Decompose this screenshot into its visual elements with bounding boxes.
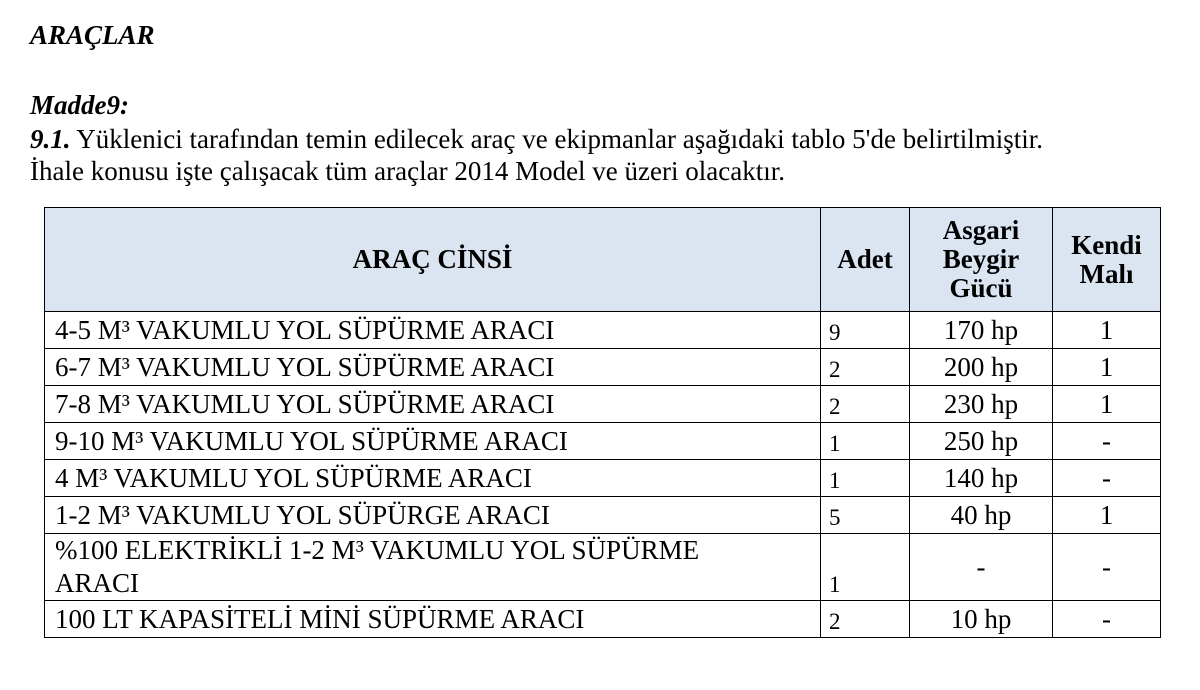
own-property-cell: -	[1053, 601, 1161, 638]
horsepower-cell: 10 hp	[910, 601, 1053, 638]
horsepower-cell: 170 hp	[910, 312, 1053, 349]
own-property-cell: 1	[1053, 497, 1161, 534]
horsepower-cell: 140 hp	[910, 460, 1053, 497]
count-cell: 5	[821, 497, 910, 534]
header-min-horsepower: Asgari Beygir Gücü	[910, 208, 1053, 312]
article-paragraph	[30, 123, 1190, 187]
vehicle-type-cell: 9-10 M³ VAKUMLU YOL SÜPÜRME ARACI	[45, 423, 821, 460]
vehicle-type-cell: 4-5 M³ VAKUMLU YOL SÜPÜRME ARACI	[45, 312, 821, 349]
header-own-property: Kendi Malı	[1053, 208, 1161, 312]
count-cell: 2	[821, 349, 910, 386]
table-header-row	[45, 208, 1161, 312]
count-cell: 2	[821, 601, 910, 638]
count-cell: 1	[821, 460, 910, 497]
horsepower-cell: 40 hp	[910, 497, 1053, 534]
count-cell: 1	[821, 534, 910, 601]
horsepower-cell: 230 hp	[910, 386, 1053, 423]
table-row	[45, 497, 1161, 534]
table-row	[45, 460, 1161, 497]
horsepower-cell: 250 hp	[910, 423, 1053, 460]
own-property-cell: 1	[1053, 349, 1161, 386]
vehicle-type-cell: 100 LT KAPASİTELİ MİNİ SÜPÜRME ARACI	[45, 601, 821, 638]
table-row	[45, 386, 1161, 423]
vehicle-table	[44, 207, 1161, 638]
vehicle-type-cell: 7-8 M³ VAKUMLU YOL SÜPÜRME ARACI	[45, 386, 821, 423]
table-row	[45, 534, 1161, 601]
own-property-cell: -	[1053, 460, 1161, 497]
clause-number: 9.1.	[30, 124, 71, 154]
horsepower-cell: 200 hp	[910, 349, 1053, 386]
own-property-cell: 1	[1053, 312, 1161, 349]
table-row	[45, 312, 1161, 349]
header-vehicle-type: ARAÇ CİNSİ	[45, 208, 821, 312]
vehicle-type-cell: 4 M³ VAKUMLU YOL SÜPÜRME ARACI	[45, 460, 821, 497]
article-heading: Madde9:	[30, 90, 129, 120]
header-count: Adet	[821, 208, 910, 312]
table-row	[45, 349, 1161, 386]
paragraph-line-1: Yüklenici tarafından temin edilecek araç ve ekipmanlar aşağıdaki tablo 5'de belirtilmiştir.	[70, 124, 1044, 154]
own-property-cell: 1	[1053, 386, 1161, 423]
own-property-cell: -	[1053, 423, 1161, 460]
count-cell: 2	[821, 386, 910, 423]
count-cell: 1	[821, 423, 910, 460]
paragraph-line-2: İhale konusu işte çalışacak tüm araçlar 2014 Model ve üzeri olacaktır.	[30, 156, 785, 186]
vehicle-type-cell: 6-7 M³ VAKUMLU YOL SÜPÜRME ARACI	[45, 349, 821, 386]
section-title: ARAÇLAR	[30, 20, 155, 50]
own-property-cell: -	[1053, 534, 1161, 601]
horsepower-cell: -	[910, 534, 1053, 601]
table-row	[45, 423, 1161, 460]
vehicle-type-cell: %100 ELEKTRİKLİ 1-2 M³ VAKUMLU YOL SÜPÜRME ARACI	[45, 534, 821, 601]
count-cell: 9	[821, 312, 910, 349]
vehicle-type-cell: 1-2 M³ VAKUMLU YOL SÜPÜRGE ARACI	[45, 497, 821, 534]
table-row	[45, 601, 1161, 638]
